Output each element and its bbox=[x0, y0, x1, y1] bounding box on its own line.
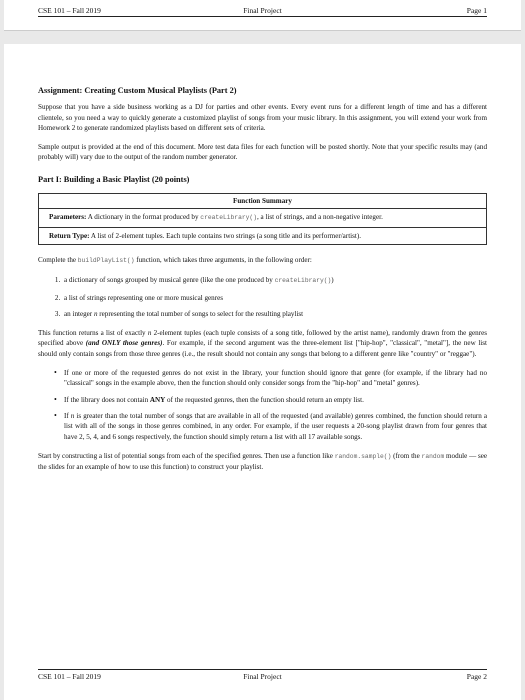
parameters-row bbox=[39, 209, 486, 226]
closing-code-sample: random.sample() bbox=[334, 452, 392, 460]
bullet-2-bold: ANY bbox=[149, 395, 166, 404]
closing-code-random: random bbox=[421, 452, 445, 460]
intro-code: buildPlayList() bbox=[77, 256, 135, 264]
bullet-dot-icon: • bbox=[54, 368, 57, 378]
bullet-dot-icon: • bbox=[54, 410, 57, 420]
closing-mid: (from the bbox=[391, 451, 422, 460]
bullet-item bbox=[54, 394, 487, 405]
assignment-title: Assignment: Creating Custom Musical Playlists (Part 2) bbox=[38, 86, 237, 95]
header-title: Final Project bbox=[243, 6, 282, 15]
desc-post: . For example, if the second argument was the three-element list ["hip-hop", "classical", "metal"], the new list should only contain songs from those three genres (i.e., the result should not contain any songs that belong to a different genre like "country" or "reggae"). bbox=[38, 339, 488, 358]
function-description bbox=[38, 328, 487, 359]
argument-3-pre: an integer bbox=[64, 309, 94, 318]
part1-heading: Part I: Building a Basic Playlist (20 points) bbox=[38, 174, 190, 184]
page-2 bbox=[4, 44, 521, 700]
argument-1-code: createLibrary() bbox=[274, 277, 332, 285]
footer-page-number: Page 2 bbox=[466, 672, 487, 681]
sample-output-note: Sample output is provided at the end of this document. More test data files for each function will be posted shortly. Note that your specific results may (and probably will) vary due to the output of the random number generator. bbox=[38, 143, 487, 162]
desc-mid: 2-element tuples (each tuple consists of a song title, followed by the artist name), randomly drawn from the genres specified above bbox=[38, 329, 488, 348]
function-summary-title: Function Summary bbox=[39, 194, 486, 209]
return-type-text: A list of 2-element tuples. Each tuple contains two strings (a song title and its performer/artist). bbox=[89, 231, 362, 240]
bullet-dot-icon: • bbox=[54, 394, 57, 404]
parameters-code: createLibrary() bbox=[200, 214, 257, 222]
bullet-3-n: n bbox=[70, 411, 75, 420]
header-rule bbox=[38, 16, 487, 17]
footer-rule bbox=[38, 669, 487, 670]
page-2-footer bbox=[38, 672, 487, 682]
header-page-number: Page 1 bbox=[466, 6, 487, 15]
return-type-row bbox=[39, 227, 486, 244]
bullet-2-pre: If the library does not contain bbox=[64, 395, 150, 404]
argument-3-n: n bbox=[93, 309, 98, 318]
argument-1-post: ) bbox=[331, 276, 334, 285]
desc-n: n bbox=[147, 329, 152, 338]
function-intro bbox=[38, 255, 487, 266]
argument-item bbox=[62, 309, 487, 319]
closing-pre: Start by constructing a list of potential songs from each of the specified genres. Then use a function like bbox=[38, 451, 335, 460]
parameters-text-pre: A dictionary in the format produced by bbox=[86, 213, 201, 222]
page-content bbox=[38, 86, 487, 481]
footer-title: Final Project bbox=[243, 672, 282, 681]
intro-paragraph: Suppose that you have a side business working as a DJ for parties and other events. Every event runs for a different length of time and has a different clientele, so you need a way to quickly generate a customized playlist of songs from your music library. In this assignment, you will extend your work from Homework 2 to generate randomized playlists based on different sets of criteria. bbox=[38, 103, 487, 132]
closing-post: module — see the slides for an example of how to use this function) to construct your playlist. bbox=[38, 451, 488, 472]
bullet-3-post: is greater than the total number of songs that are available in all of the requested (and available) genres combined, the function should return a list with all of the songs in those genres combined, in any order. For example, if the user requests a 20-song playlist drawn from four genres that have 2, 5, 4, and 6 songs respectively, the function should simply return a list with all 17 available songs. bbox=[64, 411, 487, 441]
intro-text-pre: Complete the bbox=[38, 255, 78, 264]
argument-3-post: representing the total number of songs to select for the resulting playlist bbox=[97, 309, 304, 318]
edge-case-list bbox=[38, 368, 487, 442]
return-type-label: Return Type: bbox=[49, 231, 90, 240]
footer-course: CSE 101 – Fall 2019 bbox=[38, 672, 101, 681]
parameters-label: Parameters: bbox=[49, 213, 87, 222]
argument-1-pre: a dictionary of songs grouped by musical genre (like the one produced by bbox=[64, 276, 275, 285]
desc-emphasis: (and ONLY those genres) bbox=[85, 339, 163, 348]
bullet-item bbox=[54, 410, 487, 442]
page-1-tail bbox=[4, 0, 521, 31]
parameters-text-post: , a list of strings, and a non-negative integer. bbox=[256, 213, 383, 222]
bullet-2-post: of the requested genres, then the function should return an empty list. bbox=[165, 395, 364, 404]
header-course: CSE 101 – Fall 2019 bbox=[38, 6, 101, 15]
bullet-1-text: If one or more of the requested genres do not exist in the library, your function should ignore that genre (for example, if the library had no "classical" songs in the example above, then the function should only consider songs from the "hip-hop" and "metal" genres). bbox=[64, 369, 487, 388]
bullet-item bbox=[54, 368, 487, 389]
argument-item: 2. a list of strings representing one or more musical genres bbox=[62, 293, 487, 303]
desc-pre: This function returns a list of exactly bbox=[38, 329, 148, 338]
intro-text-post: function, which takes three arguments, in the following order: bbox=[134, 255, 312, 264]
closing-paragraph bbox=[38, 451, 487, 473]
argument-item bbox=[62, 275, 487, 286]
function-summary-box bbox=[38, 193, 487, 245]
argument-list bbox=[38, 275, 487, 319]
bullet-3-pre: If bbox=[64, 411, 71, 420]
